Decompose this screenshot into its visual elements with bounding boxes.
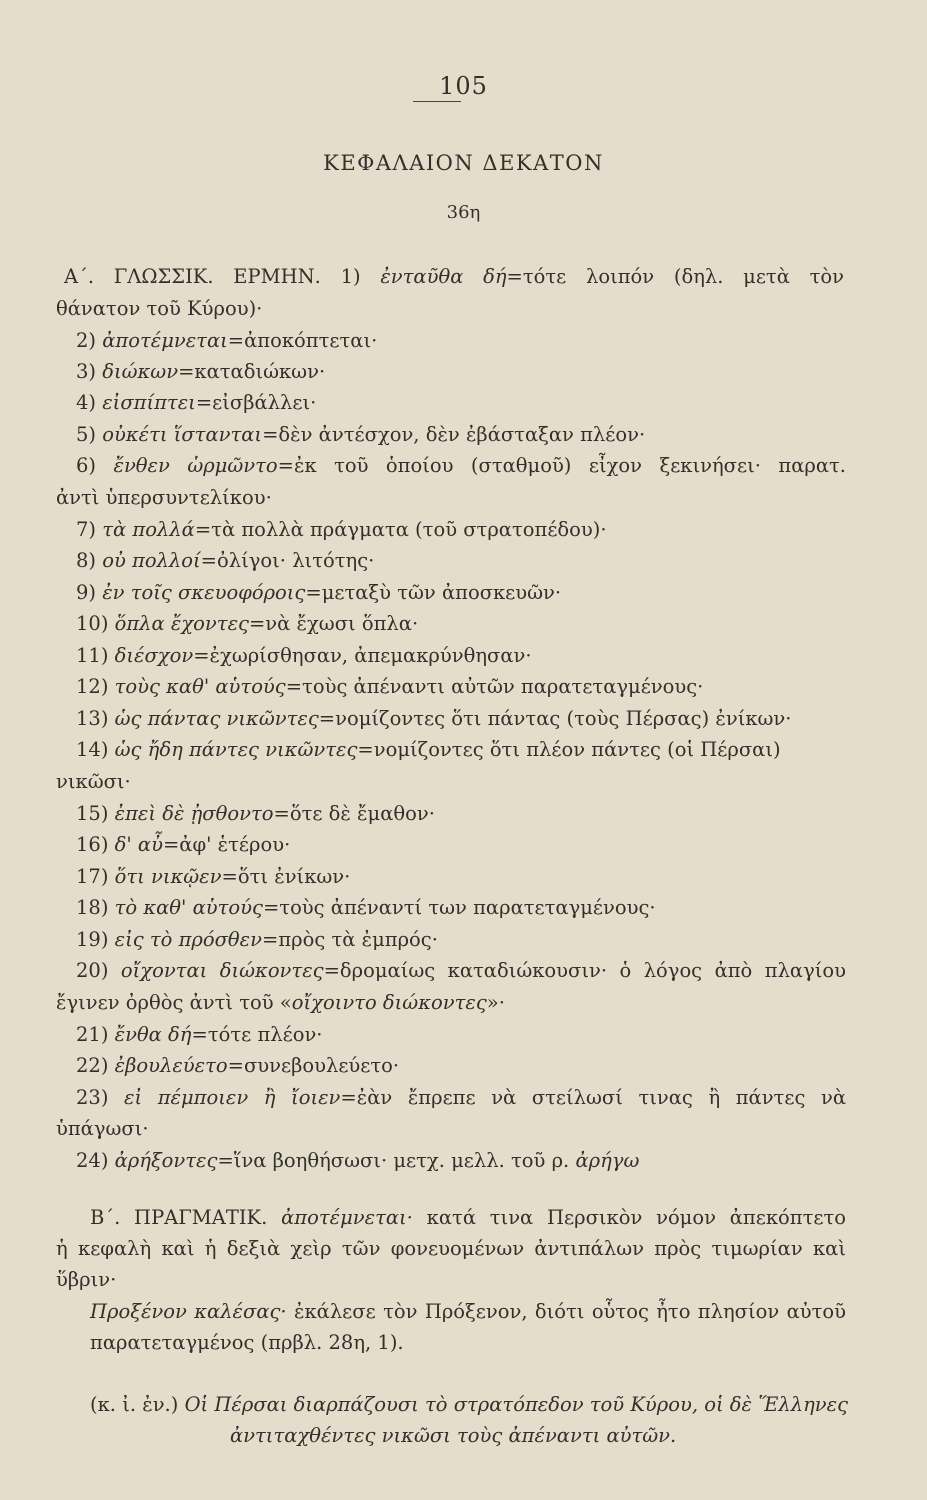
page-number: 105 [439, 72, 488, 100]
note-14: 14) ὡς ἤδη πάντες νικῶντες=νομίζοντες ὅτι πλέον πάντες (οἱ Πέρσαι) [76, 738, 781, 761]
part-b-line-2: ἡ κεφαλὴ καὶ ἡ δεξιὰ χεὶρ τῶν φονευομένων ἀντιπάλων πρὸς τιμωρίαν καὶ [56, 1237, 846, 1260]
note-2: 2) ἀποτέμνεται=ἀποκόπτεται· [76, 329, 378, 352]
note-20-continuation: ἔγινεν ὀρθὸς ἀντὶ τοῦ «οἴχοιντο διώκοντες»· [56, 991, 505, 1014]
note-6-continuation: ἀντὶ ὑπερσυντελίκου· [56, 486, 272, 509]
note-23: 23) εἰ πέμποιεν ἢ ἴοιεν=ἐὰν ἔπρεπε νὰ στείλωσί τινας ἢ πάντες νὰ [76, 1086, 846, 1109]
main-idea-line-2: ἀντιταχθέντες νικῶσι τοὺς ἀπέναντι αὐτῶν. [230, 1424, 677, 1447]
note-22: 22) ἐβουλεύετο=συνεβουλεύετο· [76, 1054, 400, 1077]
note-17: 17) ὅτι νικῷεν=ὅτι ἐνίκων· [76, 865, 351, 888]
part-b-line-3: ὕβριν· [56, 1268, 117, 1291]
note-3: 3) διώκων=καταδιώκων· [76, 360, 326, 383]
main-idea-label: (κ. ἰ. ἐν.) [90, 1393, 179, 1416]
note-10: 10) ὅπλα ἔχοντες=νὰ ἔχωσι ὅπλα· [76, 612, 419, 635]
note-21: 21) ἔνθα δή=τότε πλέον· [76, 1023, 323, 1046]
note-8: 8) οὐ πολλοί=ὀλίγοι· λιτότης· [76, 549, 375, 572]
note-14-continuation: νικῶσι· [56, 770, 131, 793]
note-5: 5) οὐκέτι ἵστανται=δὲν ἀντέσχον, δὲν ἐβάσταξαν πλέον· [76, 423, 646, 446]
part-a-first-line: Α΄. ΓΛΩΣΣΙΚ. ΕΡΜΗΝ. 1) ἐνταῦθα δή=τότε λοιπόν (δηλ. μετὰ τὸν [64, 265, 844, 288]
part-b-label: Β΄. ΠΡΑΓΜΑΤΙΚ. [90, 1206, 268, 1229]
note-18: 18) τὸ καθ' αὑτούς=τοὺς ἀπέναντί των παρατεταγμένους· [76, 896, 656, 919]
part-b-proxenos-continuation: παρατεταγμένος (πρβλ. 28η, 1). [90, 1331, 404, 1354]
note-9: 9) ἐν τοῖς σκευοφόροις=μεταξὺ τῶν ἀποσκευῶν· [76, 581, 562, 604]
note-6: 6) ἔνθεν ὡρμῶντο=ἐκ τοῦ ὁποίου (σταθμοῦ) εἶχον ξεκινήσει· παρατ. [76, 454, 846, 477]
section-number: 36η [446, 202, 481, 223]
note-12: 12) τοὺς καθ' αὑτούς=τοὺς ἀπέναντι αὐτῶν παρατεταγμένους· [76, 675, 704, 698]
note-23-continuation: ὑπάγωσι· [56, 1117, 149, 1140]
note-15: 15) ἐπεὶ δὲ ᾐσθοντο=ὅτε δὲ ἔμαθον· [76, 802, 435, 825]
note-1-continuation: θάνατον τοῦ Κύρου)· [56, 297, 263, 320]
main-idea-line-1: (κ. ἰ. ἐν.) Οἱ Πέρσαι διαρπάζουσι τὸ στρατόπεδον τοῦ Κύρου, οἱ δὲ Ἕλληνες [90, 1393, 849, 1416]
page-number-rule [413, 101, 461, 102]
note-11: 11) διέσχον=ἐχωρίσθησαν, ἀπεμακρύνθησαν· [76, 644, 532, 667]
note-13: 13) ὡς πάντας νικῶντες=νομίζοντες ὅτι πάντας (τοὺς Πέρσας) ἐνίκων· [76, 707, 792, 730]
part-a-label: Α΄. ΓΛΩΣΣΙΚ. ΕΡΜΗΝ. [64, 265, 321, 288]
note-16: 16) δ' αὖ=ἀφ' ἑτέρου· [76, 833, 291, 856]
note-20: 20) οἴχονται διώκοντες=δρομαίως καταδιώκουσιν· ὁ λόγος ἀπὸ πλαγίου [76, 959, 846, 982]
note-7: 7) τὰ πολλά=τὰ πολλὰ πράγματα (τοῦ στρατοπέδου)· [76, 518, 607, 541]
note-24: 24) ἀρήξοντες=ἵνα βοηθήσωσι· μετχ. μελλ. τοῦ ρ. ἀρήγω [76, 1149, 640, 1172]
chapter-title: ΚΕΦΑΛΑΙΟΝ ΔΕΚΑΤΟΝ [323, 151, 604, 175]
part-b-first-line: Β΄. ΠΡΑΓΜΑΤΙΚ. ἀποτέμνεται· κατά τινα Περσικὸν νόμον ἀπεκόπτετο [90, 1206, 846, 1229]
note-4: 4) εἰσπίπτει=εἰσβάλλει· [76, 391, 317, 414]
note-19: 19) εἰς τὸ πρόσθεν=πρὸς τὰ ἐμπρός· [76, 928, 438, 951]
part-b-proxenos-line: Προξένον καλέσας· ἐκάλεσε τὸν Πρόξενον, διότι οὗτος ἦτο πλησίον αὐτοῦ [90, 1300, 846, 1323]
